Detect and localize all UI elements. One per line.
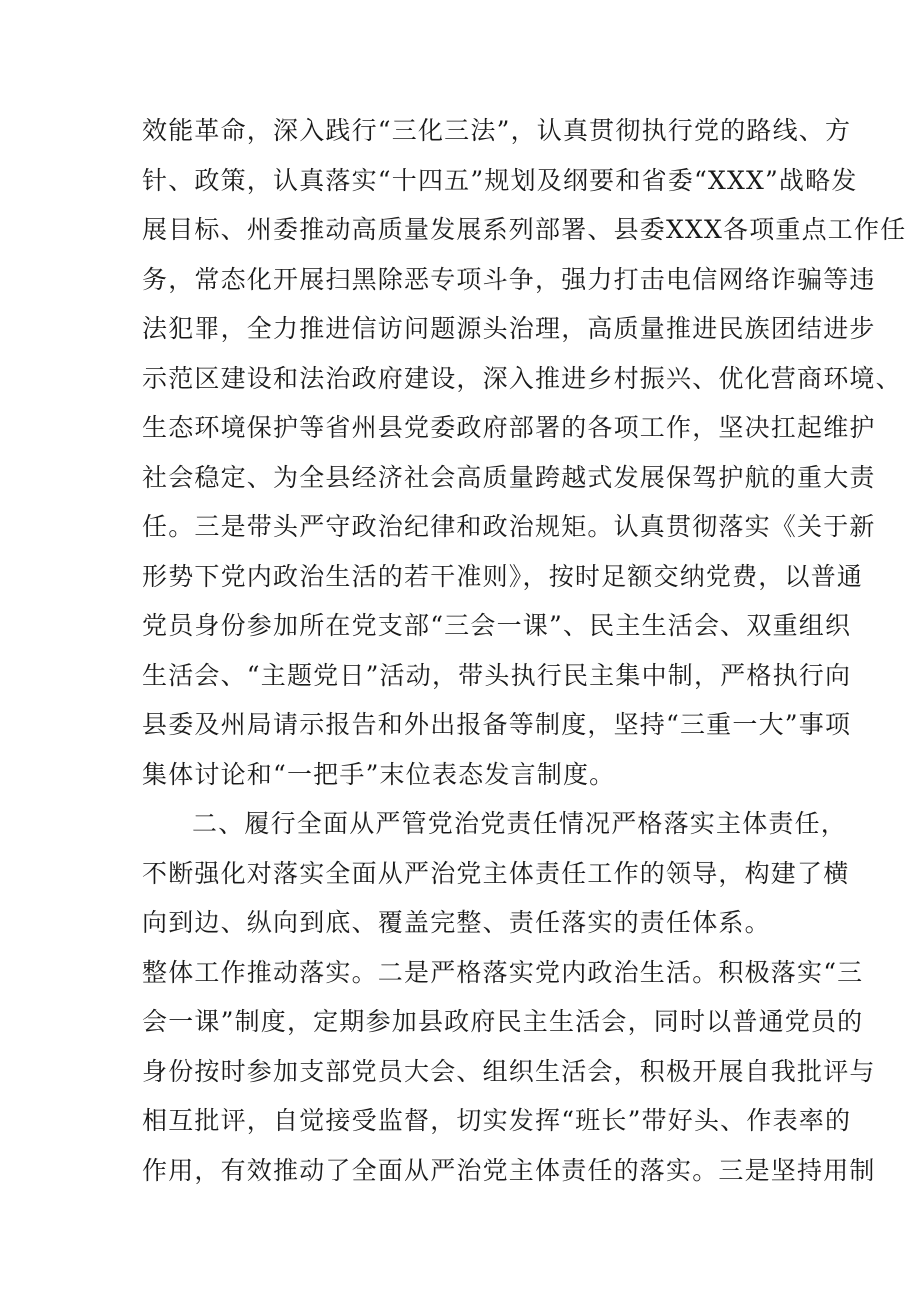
- text-line: 法犯罪，全力推进信访问题源头治理，高质量推进民族团结进步: [142, 314, 876, 343]
- text-line: 展目标、州委推动高质量发展系列部署、县委XXX各项重点工作任: [142, 215, 907, 244]
- text-line: 相互批评，自觉接受监督，切实发挥“班长”带好头、作表率的: [142, 1106, 852, 1135]
- text-line: 整体工作推动落实。二是严格落实党内政治生活。积极落实“三: [142, 957, 864, 987]
- text-line: 效能革命，深入践行“三化三法”，认真贯彻执行党的路线、方: [142, 116, 852, 145]
- text-line: 向到边、纵向到底、覆盖完整、责任落实的责任体系。: [142, 908, 771, 937]
- text-line: 示范区建设和法治政府建设，深入推进乡村振兴、优化营商环境、: [142, 363, 902, 393]
- text-line: 不断强化对落实全面从严治党主体责任工作的领导，构建了横: [142, 858, 850, 888]
- section-heading-line: 二、履行全面从严管党治党责任情况严格落实主体责任，: [192, 809, 848, 838]
- text-line: 作用，有效推动了全面从严治党主体责任的落实。三是坚持用制: [142, 1155, 876, 1185]
- text-line: 生态环境保护等省州县党委政府部署的各项工作，坚决扛起维护: [142, 413, 876, 442]
- text-line: 务，常态化开展扫黑除恶专项斗争，强力打击电信网络诈骗等违: [142, 264, 876, 294]
- text-line: 身份按时参加支部党员大会、组织生活会，积极开展自我批评与: [142, 1056, 876, 1086]
- text-line: 会一课”制度，定期参加县政府民主生活会，同时以普通党员的: [142, 1007, 864, 1036]
- text-line: 社会稳定、为全县经济社会高质量跨越式发展保驾护航的重大责: [142, 462, 876, 492]
- text-line: 县委及州局请示报告和外出报备等制度，坚持“三重一大”事项: [142, 710, 852, 739]
- text-line: 形势下党内政治生活的若干准则》，按时足额交纳党费，以普通: [142, 561, 864, 591]
- text-line: 生活会、“主题党日”活动，带头执行民主集中制，严格执行向: [142, 660, 852, 690]
- body-text: [142, 106, 907, 1195]
- text-line: 党员身份参加所在党支部“三会一课”、民主生活会、双重组织: [142, 611, 852, 640]
- text-line: 针、政策，认真落实“十四五”规划及纲要和省委“XXX”战略发: [142, 165, 858, 195]
- text-line: 任。三是带头严守政治纪律和政治规矩。认真贯彻落实《关于新: [142, 512, 876, 541]
- text-line: 集体讨论和“一把手”末位表态发言制度。: [142, 759, 616, 789]
